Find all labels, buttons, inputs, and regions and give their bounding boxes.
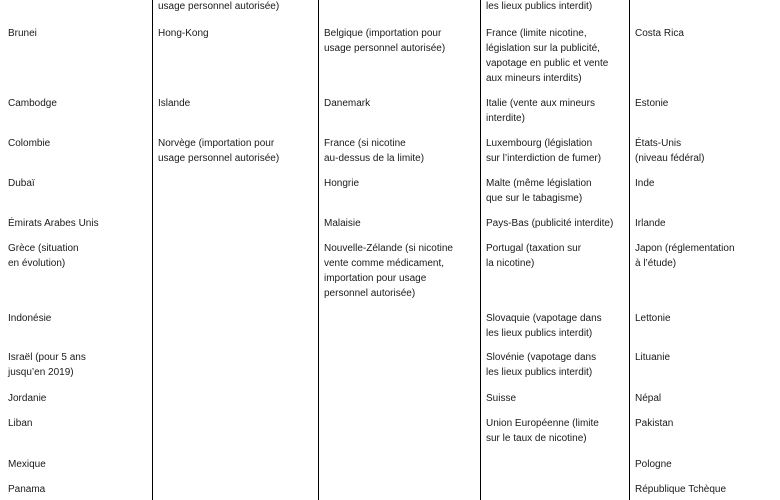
table-cell: Nouvelle-Zélande (si nicotine vente comme médicament, importation pour usage personnel autorisée) [324, 243, 453, 299]
table-cell: Hongrie [324, 178, 360, 189]
table-cell: Islande [158, 98, 191, 109]
table-cell: Norvège (importation pour usage personnel autorisée) [158, 138, 280, 164]
table-cell: Pakistan [635, 418, 674, 429]
table-cell: Luxembourg (législation sur l’interdiction de fumer) [486, 138, 602, 164]
table-cell: Union Européenne (limite sur le taux de nicotine) [486, 418, 599, 444]
table-cell: France (limite nicotine, législation sur la publicité, vapotage en public et vente aux mineurs interdits) [486, 28, 609, 84]
table-cell: Israël (pour 5 ans jusqu’en 2019) [8, 352, 86, 378]
table-cell: Mexique [8, 459, 46, 470]
table-cell: Belgique (importation pour usage personnel autorisée) [324, 28, 446, 54]
table-cell: Costa Rica [635, 28, 684, 39]
column-divider [480, 0, 481, 500]
table-cell: Portugal (taxation sur la nicotine) [486, 243, 582, 269]
table-cell: Slovénie (vapotage dans les lieux publics interdit) [486, 352, 597, 378]
table-cell: Malte (même législation que sur le tabagisme) [486, 178, 592, 204]
table-cell: France (si nicotine au-dessus de la limite) [324, 138, 425, 164]
table-cell: Hong-Kong [158, 28, 209, 39]
column-divider [318, 0, 319, 500]
table-cell: Estonie [635, 98, 669, 109]
table-cell: Lituanie [635, 352, 671, 363]
table-cell: Pays-Bas (publicité interdite) [486, 218, 614, 229]
table-cell: Slovaquie (vapotage dans les lieux publics interdit) [486, 313, 602, 339]
table-cell: Suisse [486, 393, 517, 404]
table-cell: Danemark [324, 98, 371, 109]
table-cell: République Tchèque [635, 484, 727, 495]
cell-top-col2: usage personnel autorisée) [158, 1, 280, 12]
table-cell: Jordanie [8, 393, 47, 404]
table-cell: Panama [8, 484, 46, 495]
table-cell: Népal [635, 393, 662, 404]
column-divider [152, 0, 153, 500]
table-cell: Lettonie [635, 313, 671, 324]
table-cell: Cambodge [8, 98, 57, 109]
cell-top-col4: les lieux publics interdit) [486, 1, 593, 12]
table-cell: Dubaï [8, 178, 35, 189]
table-cell: Liban [8, 418, 33, 429]
table-cell: États-Unis (niveau fédéral) [635, 138, 705, 164]
table-cell: Italie (vente aux mineurs interdite) [486, 98, 595, 124]
table-cell: Émirats Arabes Unis [8, 218, 99, 229]
table-cell: Brunei [8, 28, 37, 39]
table-cell: Irlande [635, 218, 666, 229]
table-cell: Grèce (situation en évolution) [8, 243, 79, 269]
table-cell: Inde [635, 178, 655, 189]
table-cell: Indonésie [8, 313, 52, 324]
table-cell: Pologne [635, 459, 672, 470]
table-cell: Japon (réglementation à l’étude) [635, 243, 735, 269]
table-cell: Colombie [8, 138, 51, 149]
table-cell: Malaisie [324, 218, 361, 229]
